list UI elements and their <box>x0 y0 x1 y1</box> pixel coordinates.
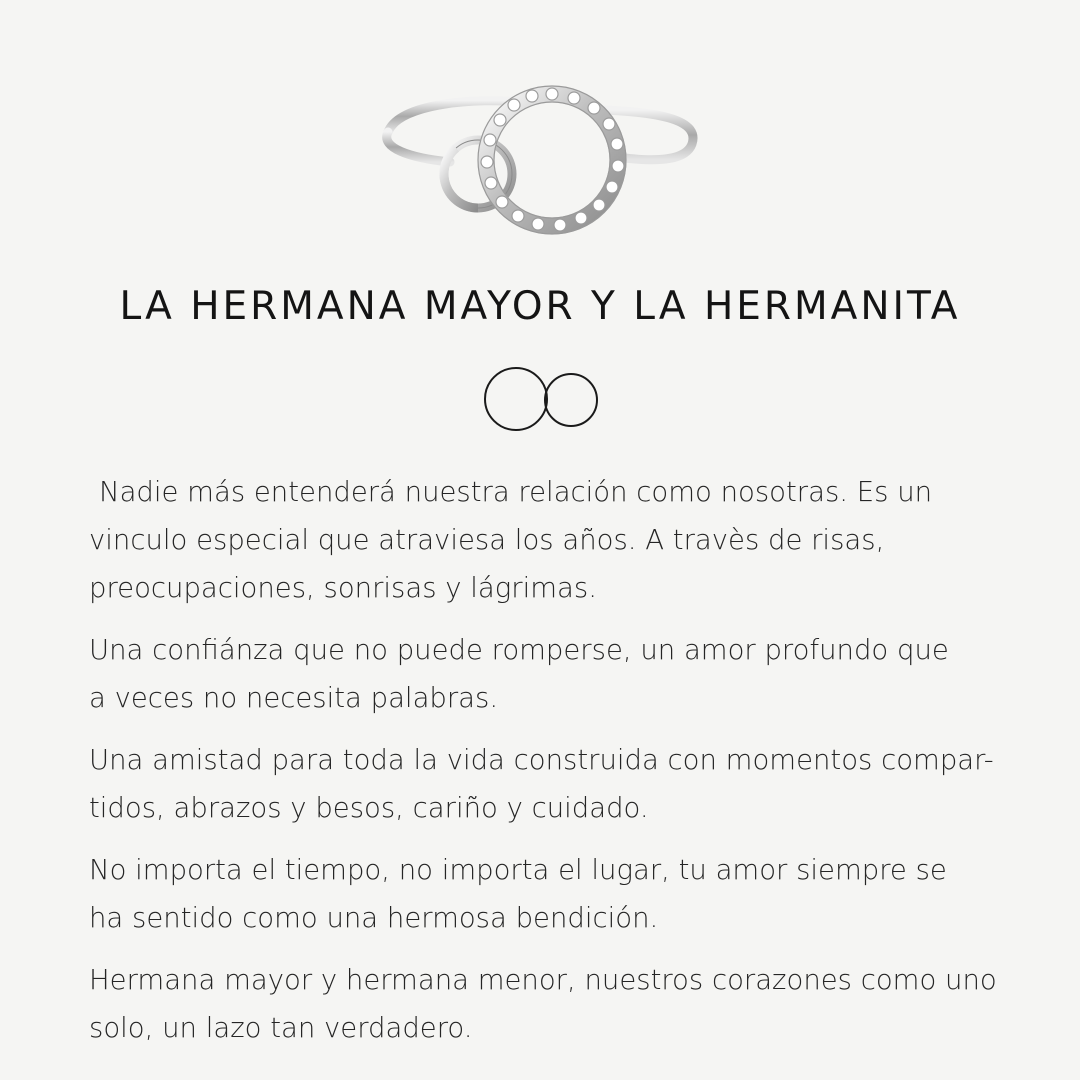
paragraph <box>89 626 1039 722</box>
ring-photo <box>370 62 710 252</box>
text-line: a veces no necesita palabras. <box>89 682 499 714</box>
text-line: Nadie más entenderá nuestra relación como nosotras. Es un <box>99 476 933 508</box>
text-line: Una confiánza que no puede romperse, un amor profundo que <box>89 634 949 666</box>
text-line: preocupaciones, sonrisas y lágrimas. <box>89 572 597 604</box>
page-title: LA HERMANA MAYOR Y LA HERMANITA <box>119 284 961 329</box>
paragraph <box>89 846 1039 942</box>
text-line: ha sentido como una hermosa bendición. <box>89 902 659 934</box>
text-line: Una amistad para toda la vida construida con momentos compar- <box>89 744 994 776</box>
text-line: solo, un lazo tan verdadero. <box>89 1012 473 1044</box>
text-line: vinculo especial que atraviesa los años. A travès de risas, <box>89 524 885 556</box>
text-line: tidos, abrazos y besos, cariño y cuidado. <box>89 792 649 824</box>
paragraph <box>89 736 1039 832</box>
poem-body <box>89 468 1039 1066</box>
paragraph <box>89 468 1039 612</box>
text-line: No importa el tiempo, no importa el lugar, tu amor siempre se <box>89 854 947 886</box>
text-line: Hermana mayor y hermana menor, nuestros corazones como uno <box>89 964 997 996</box>
interlocking-circles-icon <box>482 364 604 434</box>
paragraph <box>89 956 1039 1052</box>
